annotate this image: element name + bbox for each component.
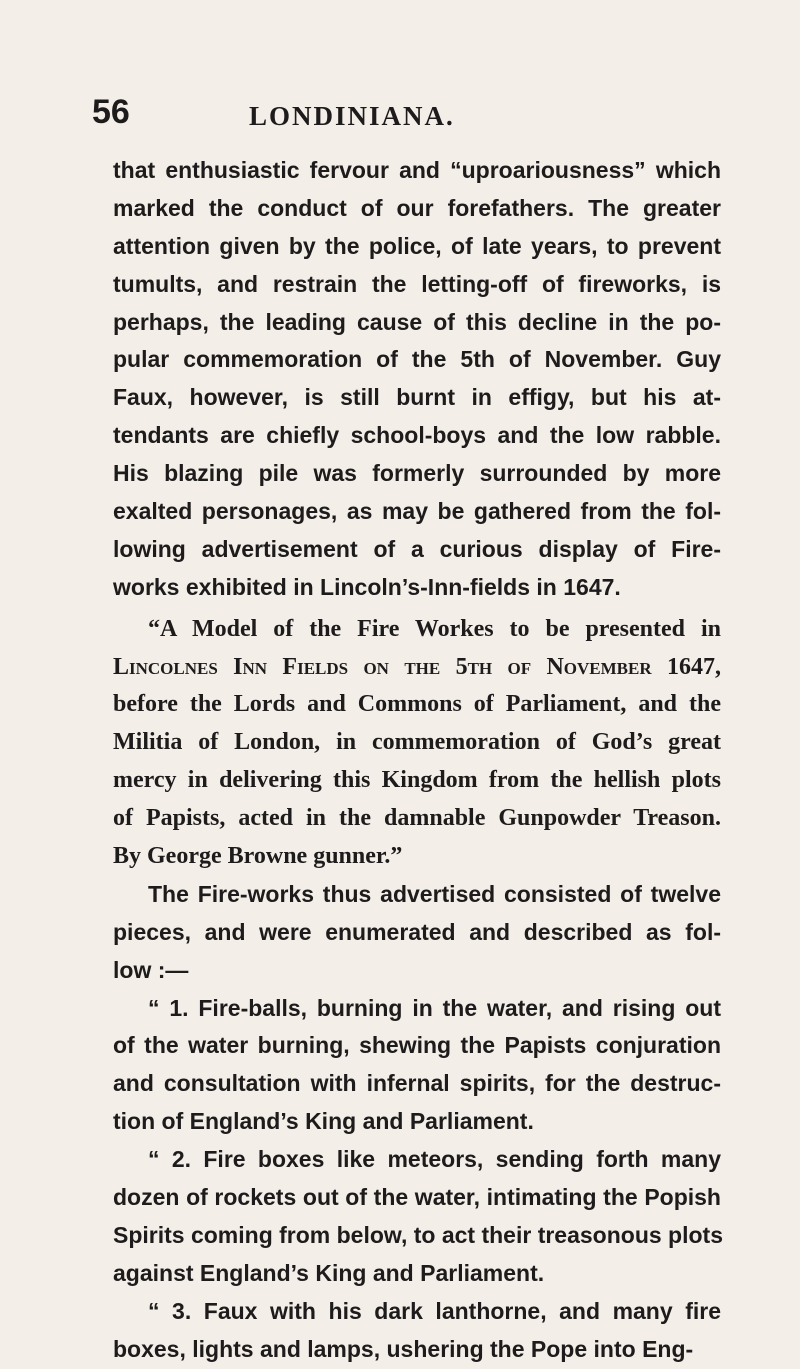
quote-line: Militia of London, in commemoration of God’s great <box>113 729 721 756</box>
text-line: The Fire-works thus advertised consisted of twelve <box>148 880 721 907</box>
text-line: exalted personages, as may be gathered from the fol- <box>113 498 721 525</box>
paragraph-fireworks-list-intro <box>113 876 721 990</box>
text-line: “ 2. Fire boxes like meteors, sending forth many <box>148 1146 721 1173</box>
text-line: against England’s King and Parliament. <box>113 1259 545 1286</box>
text-line: boxes, lights and lamps, ushering the Pope into Eng- <box>113 1335 694 1362</box>
text-line: pular commemoration of the 5th of November. Guy <box>113 346 721 373</box>
text-line: lowing advertisement of a curious display of Fire- <box>113 535 721 562</box>
text-line: “ 1. Fire-balls, burning in the water, and rising out <box>148 994 721 1021</box>
running-head <box>0 92 800 140</box>
fireworks-item-1 <box>113 990 721 1142</box>
text-line: works exhibited in Lincoln’s-Inn-fields in 1647. <box>113 573 621 600</box>
quote-line: Lincolnes Inn Fields on the 5th of November 1647, <box>113 653 721 680</box>
quote-line: By George Browne gunner.” <box>113 843 403 870</box>
quote-line: “A Model of the Fire Workes to be presented in <box>148 615 721 642</box>
quote-line: before the Lords and Commons of Parliament, and the <box>113 691 721 718</box>
text-line: marked the conduct of our forefathers. The greater <box>113 194 721 221</box>
text-line: Spirits coming from below, to act their treasonous plots <box>113 1221 723 1248</box>
quoted-advertisement <box>113 611 721 876</box>
quote-line: of Papists, acted in the damnable Gunpowder Treason. <box>113 805 721 832</box>
quote-line: mercy in delivering this Kingdom from the hellish plots <box>113 767 721 794</box>
fireworks-item-3 <box>113 1293 721 1369</box>
paragraph-fireworks-decline <box>113 152 721 607</box>
page-number: 56 <box>92 93 130 131</box>
text-line: of the water burning, shewing the Papists conjuration <box>113 1032 721 1059</box>
body-text <box>113 152 721 1369</box>
text-line: tumults, and restrain the letting-off of fireworks, is <box>113 270 721 297</box>
text-line: attention given by the police, of late years, to prevent <box>113 232 721 259</box>
text-line: His blazing pile was formerly surrounded by more <box>113 460 721 487</box>
fireworks-item-2 <box>113 1141 721 1293</box>
text-line: that enthusiastic fervour and “uproariousness” which <box>113 157 721 183</box>
text-line: pieces, and were enumerated and described as fol- <box>113 918 721 945</box>
text-line: tendants are chiefly school-boys and the low rabble. <box>113 422 721 449</box>
running-title: LONDINIANA. <box>249 101 455 131</box>
text-line: tion of England’s King and Parliament. <box>113 1108 534 1135</box>
text-line: Faux, however, is still burnt in effigy, but his at- <box>113 384 721 411</box>
text-line: “ 3. Faux with his dark lanthorne, and many fire <box>148 1297 721 1324</box>
text-line: low :— <box>113 956 189 983</box>
text-line: perhaps, the leading cause of this decline in the po- <box>113 308 721 335</box>
text-line: and consultation with infernal spirits, for the destruc- <box>113 1070 721 1097</box>
text-line: dozen of rockets out of the water, intimating the Popish <box>113 1184 721 1211</box>
